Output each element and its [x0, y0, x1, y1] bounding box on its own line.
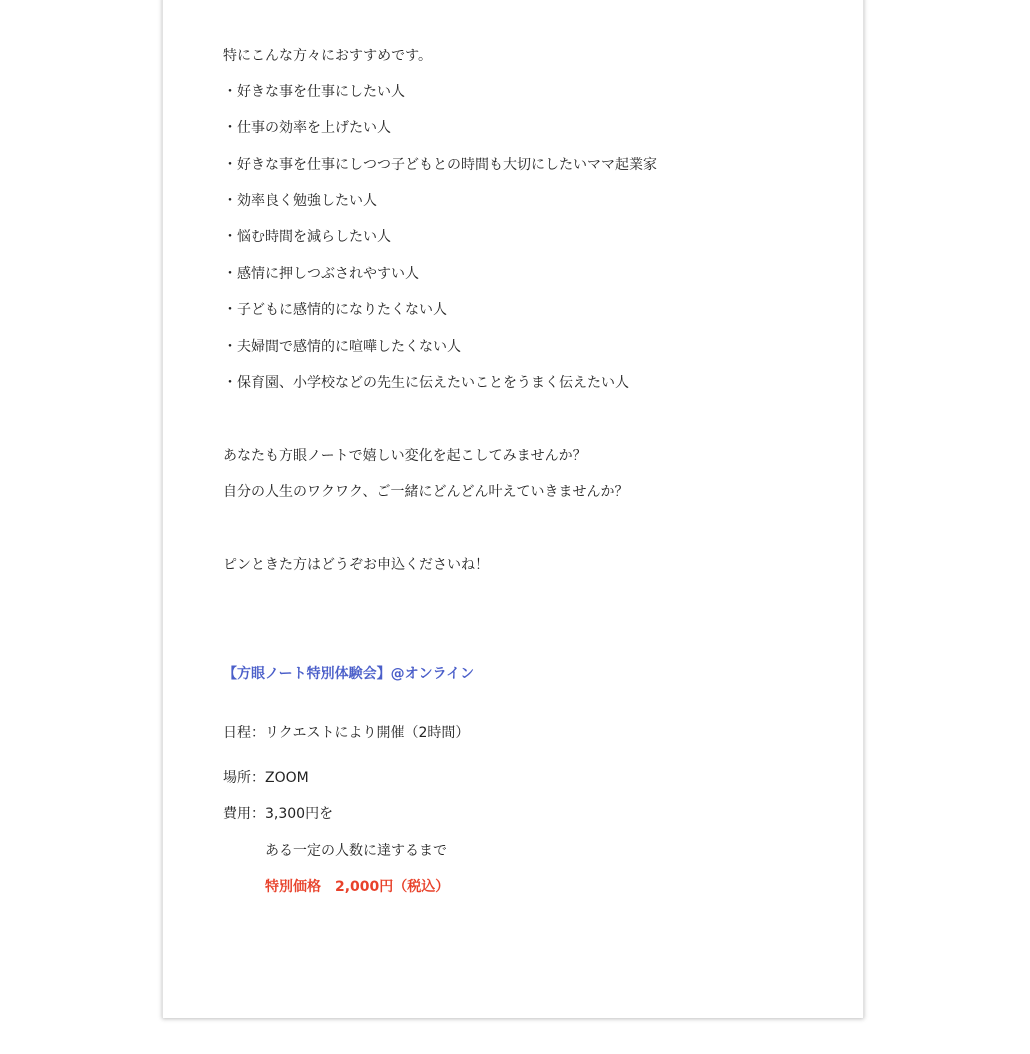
event-fee-note: ある一定の人数に達するまで [265, 843, 447, 859]
event-title: 【方眼ノート特別体験会】@オンライン [223, 666, 475, 682]
target-item: ・子どもに感情的になりたくない人 [223, 302, 447, 318]
target-item: ・効率良く勉強したい人 [223, 193, 377, 209]
target-item: ・仕事の効率を上げたい人 [223, 120, 391, 136]
target-item: ・好きな事を仕事にしたい人 [223, 84, 405, 100]
event-place: 場所：ZOOM [223, 770, 309, 786]
target-item: ・感情に押しつぶされやすい人 [223, 266, 419, 282]
invite-text: あなたも方眼ノートで嬉しい変化を起こしてみませんか？ [223, 448, 587, 464]
target-item: ・保育園、小学校などの先生に伝えたいことをうまく伝えたい人 [223, 375, 629, 391]
target-item: ・悩む時間を減らしたい人 [223, 229, 391, 245]
target-item: ・夫婦間で感情的に喧嘩したくない人 [223, 339, 461, 355]
target-item: ・好きな事を仕事にしつつ子どもとの時間も大切にしたいママ起業家 [223, 157, 657, 173]
cta-text: ピンときた方はどうぞお申込くださいね！ [223, 557, 489, 573]
event-special-price: 特別価格 2,000円（税込） [265, 879, 450, 895]
invite-text: 自分の人生のワクワク、ご一緒にどんどん叶えていきませんか？ [223, 484, 629, 500]
intro-text: 特にこんな方々におすすめです。 [223, 48, 433, 64]
event-schedule: 日程：リクエストにより開催（2時間） [223, 725, 470, 741]
article-card [162, 0, 864, 1018]
event-fee: 費用：3,300円を [223, 806, 334, 822]
